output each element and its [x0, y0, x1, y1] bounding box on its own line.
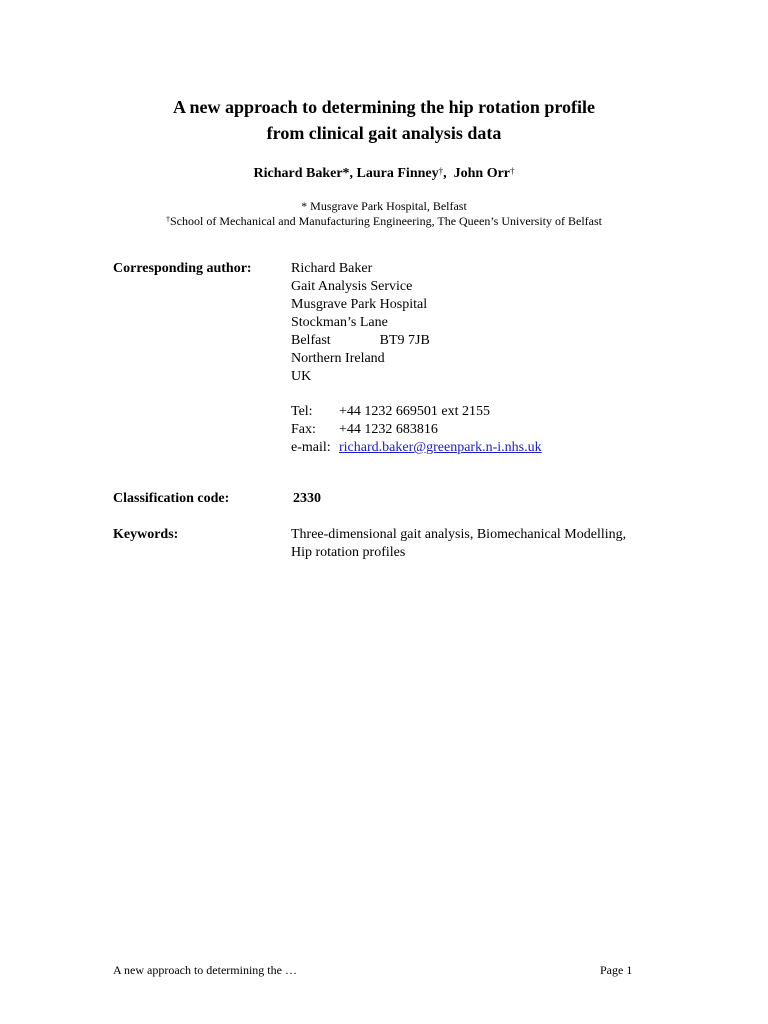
- footer-page-number: Page 1: [600, 963, 633, 977]
- keywords-value: [291, 526, 626, 562]
- affiliation-mark: †: [166, 215, 170, 224]
- corresponding-author-address: [291, 260, 430, 386]
- author-name: Richard Baker*: [253, 166, 350, 181]
- address-line: UK: [291, 369, 312, 384]
- author-affiliation-mark: †: [510, 166, 515, 176]
- address-line: Northern Ireland: [291, 351, 385, 366]
- keywords-label: Keywords:: [113, 527, 179, 542]
- affiliation-text: School of Mechanical and Manufacturing Engineering, The Queen’s University of Belfast: [170, 214, 602, 228]
- email-link[interactable]: richard.baker@greenpark.n-i.nhs.uk: [339, 440, 542, 455]
- fax-row: [291, 421, 542, 439]
- address-line: Gait Analysis Service: [291, 279, 413, 294]
- address-city-line: [291, 332, 430, 350]
- fax-value: +44 1232 683816: [339, 422, 438, 437]
- tel-label: Tel:: [291, 404, 313, 419]
- footer-running-title: A new approach to determining the …: [113, 963, 297, 977]
- tel-value: +44 1232 669501 ext 2155: [339, 404, 490, 419]
- address-line: Musgrave Park Hospital: [291, 297, 428, 312]
- author-name: Laura Finney: [356, 166, 439, 181]
- paper-title: [0, 94, 768, 146]
- fax-label: Fax:: [291, 422, 316, 437]
- title-line-2: from clinical gait analysis data: [266, 123, 502, 143]
- author-name: Richard Baker: [291, 261, 373, 276]
- author-list: Richard Baker*, Laura Finney†, John Orr†: [253, 166, 515, 181]
- contact-details: [291, 403, 542, 457]
- address-line: Stockman’s Lane: [291, 315, 388, 330]
- tel-row: [291, 403, 542, 421]
- corresponding-author-label: Corresponding author:: [113, 261, 252, 276]
- address-city: Belfast: [291, 333, 331, 348]
- affiliations: [0, 199, 768, 229]
- affiliation-line: * Musgrave Park Hospital, Belfast: [301, 199, 467, 213]
- affiliation-line: [0, 214, 768, 229]
- address-postcode: BT9 7JB: [379, 333, 430, 348]
- classification-code-label: Classification code:: [113, 491, 230, 506]
- keywords-line: Three-dimensional gait analysis, Biomechanical Modelling,: [291, 527, 627, 542]
- email-label: e-mail:: [291, 440, 331, 455]
- author-name: John Orr: [453, 166, 511, 181]
- email-row: [291, 439, 542, 457]
- classification-code-value: 2330: [293, 491, 321, 506]
- title-line-1: A new approach to determining the hip rotation profile: [172, 97, 595, 117]
- author-affiliation-mark: †: [438, 166, 444, 176]
- keywords-line: Hip rotation profiles: [291, 545, 406, 560]
